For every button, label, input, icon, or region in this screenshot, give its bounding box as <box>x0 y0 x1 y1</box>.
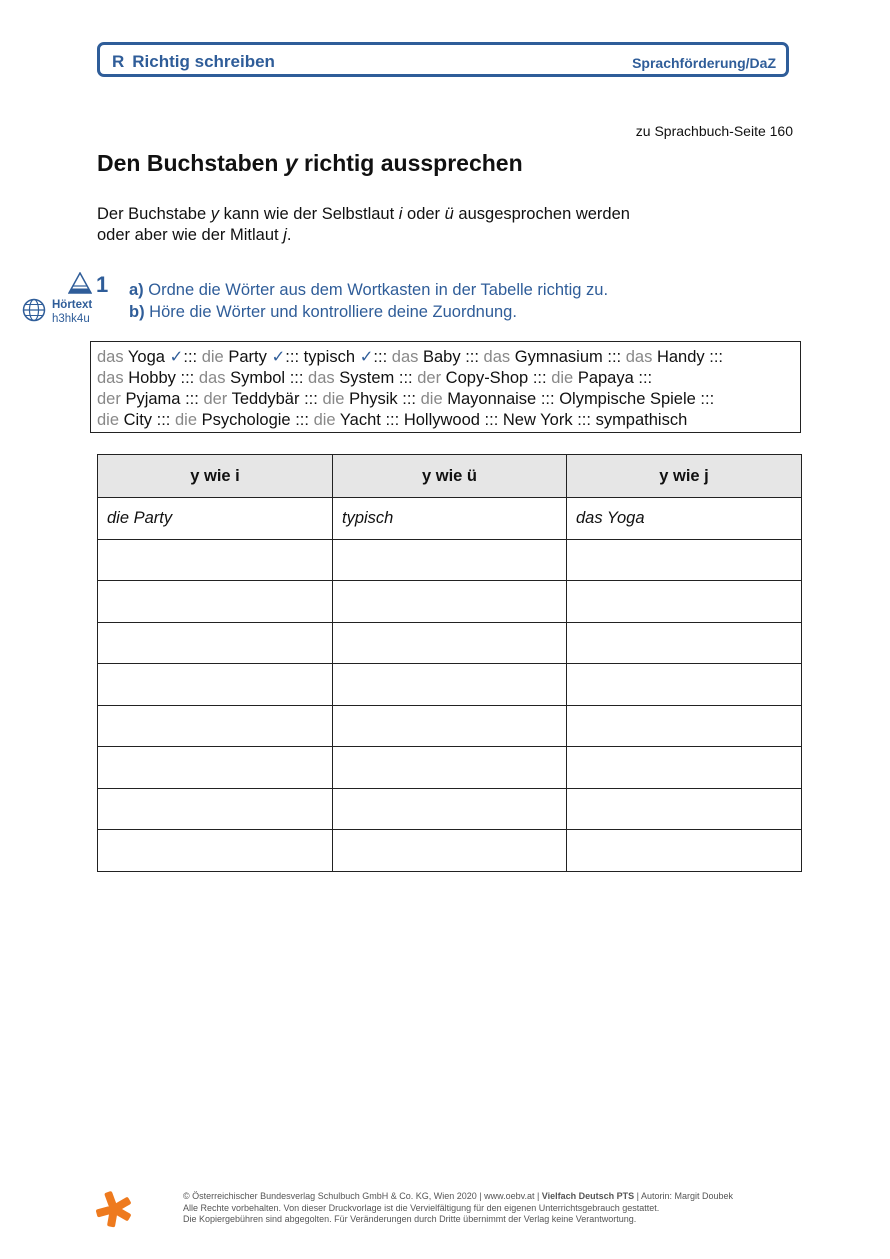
word-text: Mayonnaise <box>447 390 537 408</box>
word-text: Papaya <box>577 369 634 387</box>
word-item <box>175 411 291 429</box>
word-separator: ::: <box>285 348 300 366</box>
header-letter: R <box>112 52 125 71</box>
answer-cell[interactable] <box>567 830 802 872</box>
header-box <box>97 42 789 77</box>
word-separator: ::: <box>304 390 318 408</box>
word-separator: ::: <box>398 369 413 387</box>
word-text: Gymnasium <box>514 348 603 366</box>
word-text: Symbol <box>230 369 286 387</box>
title-letter: y <box>284 150 298 176</box>
footer-line: © Österreichischer Bundesverlag Schulbuch GmbH & Co. KG, Wien 2020 | www.oebv.at | Vielfach Deutsch PTS | Autorin: Margit Doubek <box>183 1191 734 1201</box>
checkmark-icon: ✓ <box>271 348 286 366</box>
word-item <box>97 369 176 387</box>
word-article: die <box>97 411 120 429</box>
word-item <box>404 411 480 429</box>
word-text: sympathisch <box>595 411 688 429</box>
level-triangle-icon <box>68 272 92 294</box>
word-text: Yoga <box>127 348 165 366</box>
table-row <box>98 788 802 830</box>
word-text: Physik <box>349 390 398 408</box>
word-item <box>392 348 461 366</box>
answer-cell[interactable] <box>98 622 333 664</box>
word-article: das <box>625 348 653 366</box>
word-separator: ::: <box>185 390 199 408</box>
answer-cell[interactable] <box>98 788 333 830</box>
word-separator: ::: <box>295 411 309 429</box>
word-article: das <box>483 348 511 366</box>
word-item <box>97 390 180 408</box>
answer-cell[interactable]: das Yoga <box>567 498 802 540</box>
checkmark-icon: ✓ <box>169 348 184 366</box>
header-category: Sprachförderung/DaZ <box>632 55 776 71</box>
title-part: richtig aussprechen <box>297 150 523 176</box>
word-article: das <box>97 348 124 366</box>
word-article: das <box>391 348 419 366</box>
word-text: Hollywood <box>403 411 480 429</box>
answer-cell[interactable]: die Party <box>98 498 333 540</box>
answer-cell[interactable] <box>567 664 802 706</box>
table-row <box>98 539 802 581</box>
hoertext-label: Hörtext <box>52 299 93 311</box>
intro-text <box>97 204 737 246</box>
hoertext-link[interactable] <box>52 298 92 326</box>
word-item <box>417 369 528 387</box>
word-article: die <box>420 390 443 408</box>
word-article: die <box>551 369 574 387</box>
word-item <box>596 411 688 429</box>
word-separator: ::: <box>402 390 417 408</box>
answer-cell[interactable] <box>333 705 567 747</box>
answer-cell[interactable] <box>333 830 567 872</box>
word-text: New York <box>502 411 573 429</box>
checkmark-icon: ✓ <box>359 348 374 366</box>
word-separator: ::: <box>577 411 591 429</box>
column-header: y wie i <box>98 455 333 498</box>
answer-cell[interactable] <box>98 664 333 706</box>
word-article: das <box>97 369 124 387</box>
table-row <box>98 581 802 623</box>
globe-icon[interactable] <box>22 298 46 322</box>
word-separator: ::: <box>180 369 195 387</box>
word-box <box>90 341 801 433</box>
word-item <box>199 369 285 387</box>
word-separator: ::: <box>484 411 499 429</box>
answer-cell[interactable] <box>333 622 567 664</box>
answer-cell[interactable] <box>333 539 567 581</box>
word-text: Handy <box>656 348 705 366</box>
answer-cell[interactable] <box>98 705 333 747</box>
answer-cell[interactable] <box>333 581 567 623</box>
word-separator: ::: <box>709 348 723 366</box>
answer-cell[interactable] <box>333 788 567 830</box>
table-header-row <box>98 455 802 498</box>
task-instructions <box>129 279 608 323</box>
word-text: Teddybär <box>231 390 300 408</box>
word-text: City <box>123 411 153 429</box>
word-separator: ::: <box>532 369 547 387</box>
column-header: y wie j <box>567 455 802 498</box>
table-row <box>98 705 802 747</box>
word-article: der <box>417 369 442 387</box>
column-header: y wie ü <box>333 455 567 498</box>
answer-cell[interactable] <box>567 705 802 747</box>
word-item <box>322 390 397 408</box>
word-item <box>626 348 705 366</box>
word-separator: ::: <box>700 390 715 408</box>
word-item <box>484 348 603 366</box>
word-text: Baby <box>422 348 461 366</box>
table-row <box>98 664 802 706</box>
word-separator: ::: <box>183 348 198 366</box>
sorting-table <box>97 454 802 872</box>
word-text: Psychologie <box>201 411 291 429</box>
table-row <box>98 622 802 664</box>
word-item <box>559 390 696 408</box>
word-text: Hobby <box>128 369 176 387</box>
word-item <box>97 411 152 429</box>
answer-cell[interactable] <box>567 747 802 789</box>
footer-line: Alle Rechte vorbehalten. Von dieser Druckvorlage ist die Vervielfältigung für den eigenen Unterrichtsgebrauch gestattet. <box>183 1202 660 1213</box>
word-article: das <box>308 369 335 387</box>
word-separator: ::: <box>465 348 479 366</box>
task-number: 1 <box>96 272 109 297</box>
word-item <box>551 369 634 387</box>
word-text: typisch <box>303 348 355 366</box>
word-article: der <box>203 390 228 408</box>
word-article: das <box>198 369 226 387</box>
answer-cell[interactable] <box>98 581 333 623</box>
word-separator: ::: <box>289 369 304 387</box>
answer-cell[interactable] <box>98 539 333 581</box>
answer-cell[interactable] <box>567 622 802 664</box>
word-item <box>203 390 299 408</box>
word-article: der <box>97 390 121 408</box>
word-text: Olympische Spiele <box>559 390 696 408</box>
word-article: die <box>175 411 198 429</box>
word-item <box>308 369 394 387</box>
page-reference: zu Sprachbuch-Seite 160 <box>635 123 793 139</box>
word-separator: ::: <box>607 348 622 366</box>
word-article: die <box>313 411 336 429</box>
answer-cell[interactable]: typisch <box>333 498 567 540</box>
word-text: System <box>339 369 395 387</box>
answer-cell[interactable] <box>333 747 567 789</box>
word-separator: ::: <box>373 348 388 366</box>
title-part: Den Buchstaben <box>97 150 285 176</box>
page-title <box>97 150 523 177</box>
word-item <box>202 348 286 366</box>
intro-line-1: Der Buchstabe y kann wie der Selbstlaut i oder ü ausgesprochen werden <box>97 205 630 223</box>
word-article: die <box>201 348 224 366</box>
word-item <box>97 348 183 366</box>
word-article: die <box>322 390 345 408</box>
word-separator: ::: <box>156 411 171 429</box>
table-row <box>98 498 802 540</box>
intro-line-2: oder aber wie der Mitlaut j. <box>97 226 292 244</box>
hoertext-code: h3hk4u <box>52 313 90 325</box>
word-separator: ::: <box>540 390 555 408</box>
word-text: Pyjama <box>125 390 181 408</box>
header-title-text: Richtig schreiben <box>132 52 275 71</box>
answer-cell[interactable] <box>567 581 802 623</box>
word-separator: ::: <box>638 369 653 387</box>
task-a: a) Ordne die Wörter aus dem Wortkasten in der Tabelle richtig zu. <box>129 281 609 299</box>
answer-cell[interactable] <box>567 539 802 581</box>
word-separator: ::: <box>385 411 400 429</box>
footer-line: Die Kopiergebühren sind abgegolten. Für Veränderungen durch Dritte übernimmt der Verlag keine Verantwortung. <box>183 1214 637 1224</box>
answer-cell[interactable] <box>98 830 333 872</box>
answer-cell[interactable] <box>567 788 802 830</box>
word-text: Party <box>228 348 267 366</box>
task-b: b) Höre die Wörter und kontrolliere deine Zuordnung. <box>129 303 517 321</box>
word-text: Yacht <box>339 411 381 429</box>
word-item <box>304 348 374 366</box>
table-row <box>98 747 802 789</box>
word-item <box>314 411 381 429</box>
table-row <box>98 830 802 872</box>
word-item <box>503 411 573 429</box>
answer-cell[interactable] <box>333 664 567 706</box>
header-title <box>112 52 275 72</box>
word-item <box>421 390 537 408</box>
word-text: Copy-Shop <box>445 369 529 387</box>
footer-copyright <box>183 1191 733 1226</box>
answer-cell[interactable] <box>98 747 333 789</box>
publisher-logo <box>96 1190 132 1228</box>
